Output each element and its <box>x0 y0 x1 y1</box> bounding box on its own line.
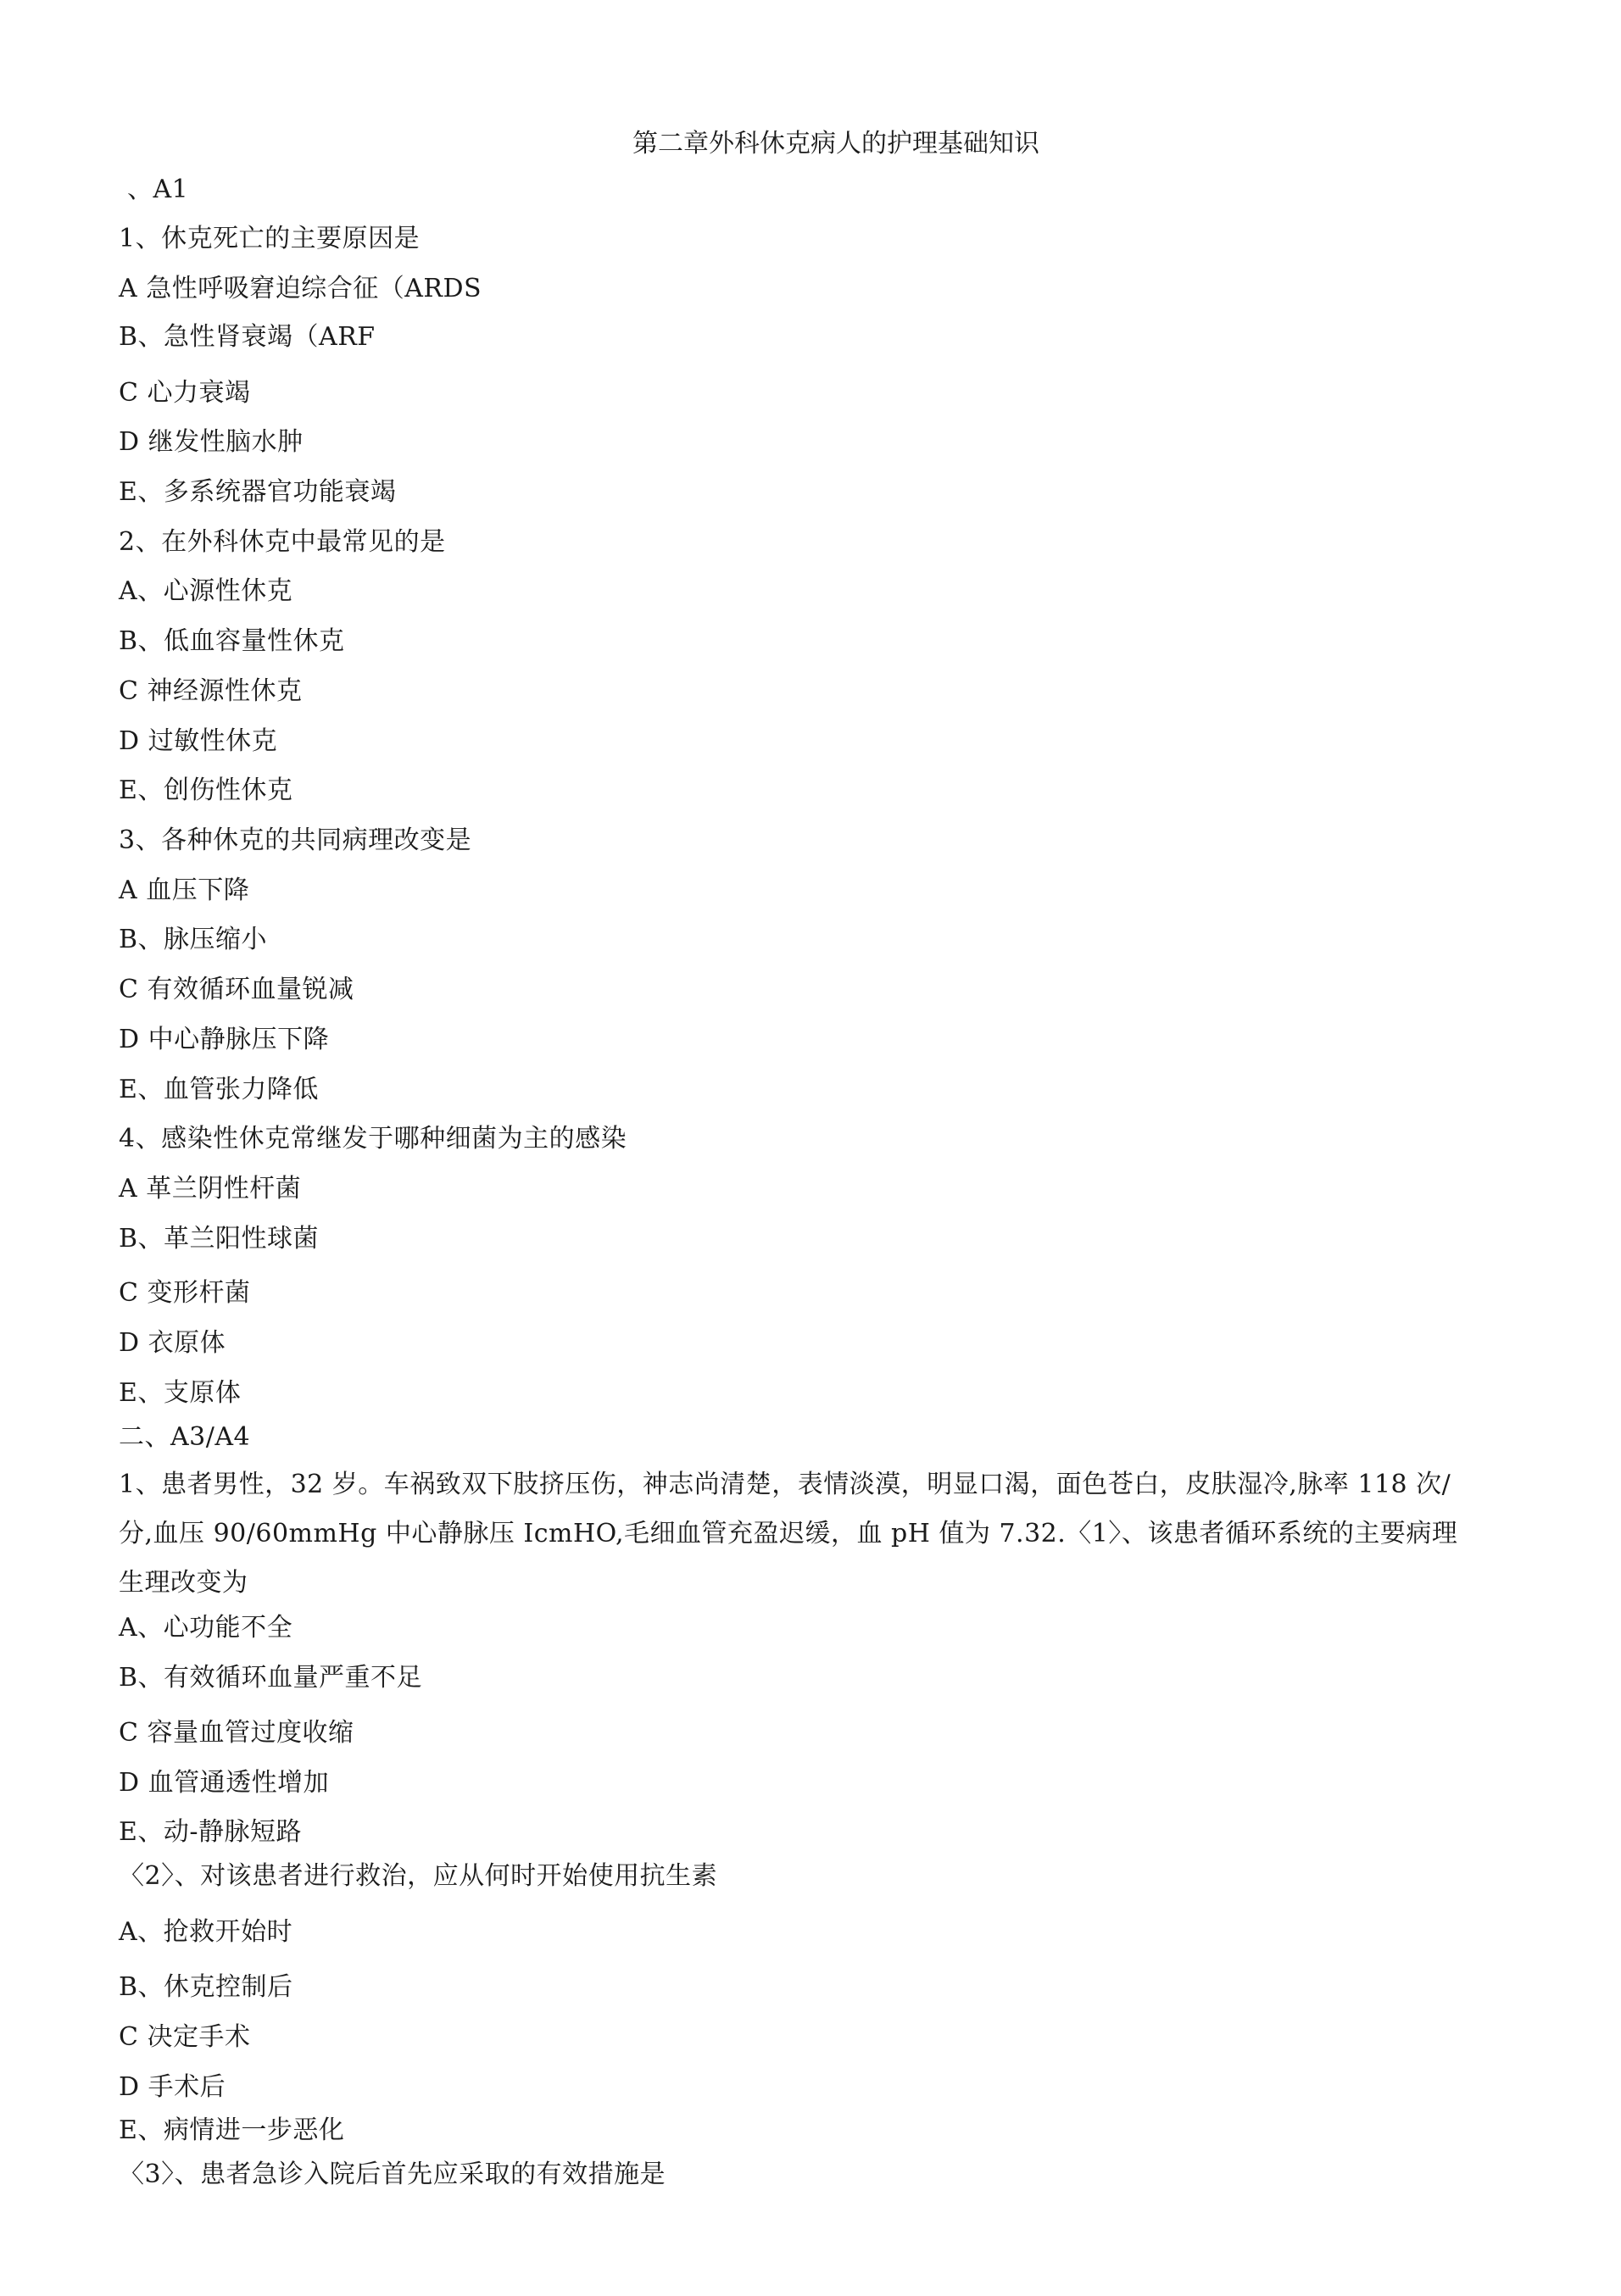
question-2: 2、在外科休克中最常见的是 <box>119 527 446 557</box>
option-q3-a: A 血压下降 <box>119 876 250 905</box>
option-q4-b: B、革兰阳性球菌 <box>119 1224 320 1254</box>
option-sub2-e: E、病情进一步恶化 <box>119 2115 345 2145</box>
option-sub2-b: B、休克控制后 <box>119 1972 293 2002</box>
sub-question-3: 〈3〉、患者急诊入院后首先应采取的有效措施是 <box>119 2160 666 2189</box>
option-q2-e: E、创伤性休克 <box>119 776 293 805</box>
question-4: 4、感染性休克常继发于哪种细菌为主的感染 <box>119 1124 627 1154</box>
option-sub1-d: D 血管通透性增加 <box>119 1768 330 1798</box>
option-q2-b: B、低血容量性休克 <box>119 626 345 656</box>
question-3: 3、各种休克的共同病理改变是 <box>119 826 472 855</box>
option-q3-e: E、血管张力降低 <box>119 1075 319 1104</box>
case-question-1: 1、患者男性，32 岁。车祸致双下肢挤压伤，神志尚清楚，表情淡漠，明显口渴，面色苍白，皮肤湿冷,脉率 118 次/分,血压 90/60mmHg 中心静脉压 IcmHO,毛细血管充盈迟缓，血 pH 值为 7.32.〈1〉、该患者循环系统的主要病理生理改变为 <box>119 1470 1458 1598</box>
option-q1-a: A 急性呼吸窘迫综合征（ARDS <box>119 274 482 303</box>
section-heading-a3-a4: 二、A3/A4 <box>119 1422 251 1452</box>
section-heading-a1: 、A1 <box>127 175 189 204</box>
option-q1-d: D 继发性脑水肿 <box>119 427 304 457</box>
chapter-title: 第二章外科休克病人的护理基础知识 <box>632 129 1039 158</box>
option-q1-c: C 心力衰竭 <box>119 378 251 408</box>
option-q3-c: C 有效循环血量锐减 <box>119 975 354 1004</box>
option-sub2-d: D 手术后 <box>119 2072 226 2102</box>
option-q4-d: D 衣原体 <box>119 1328 226 1358</box>
option-q4-a: A 革兰阴性杆菌 <box>119 1174 302 1204</box>
option-sub1-e: E、动-静脉短路 <box>119 1817 303 1847</box>
option-q3-b: B、脉压缩小 <box>119 925 268 954</box>
option-q2-c: C 神经源性休克 <box>119 676 303 706</box>
option-sub1-b: B、有效循环血量严重不足 <box>119 1663 423 1693</box>
option-q1-e: E、多系统器官功能衰竭 <box>119 477 397 507</box>
option-sub1-a: A、心功能不全 <box>119 1613 293 1643</box>
option-sub2-a: A、抢救开始时 <box>119 1917 293 1947</box>
question-1: 1、休克死亡的主要原因是 <box>119 224 421 253</box>
option-q1-b: B、急性肾衰竭（ARF <box>119 322 376 352</box>
option-sub1-c: C 容量血管过度收缩 <box>119 1718 354 1748</box>
option-q4-c: C 变形杆菌 <box>119 1278 251 1308</box>
option-q4-e: E、支原体 <box>119 1378 242 1408</box>
option-q2-a: A、心源性休克 <box>119 576 293 606</box>
option-q2-d: D 过敏性休克 <box>119 726 278 756</box>
option-sub2-c: C 决定手术 <box>119 2022 251 2052</box>
sub-question-2: 〈2〉、对该患者进行救治，应从何时开始使用抗生素 <box>119 1861 718 1891</box>
option-q3-d: D 中心静脉压下降 <box>119 1025 330 1054</box>
